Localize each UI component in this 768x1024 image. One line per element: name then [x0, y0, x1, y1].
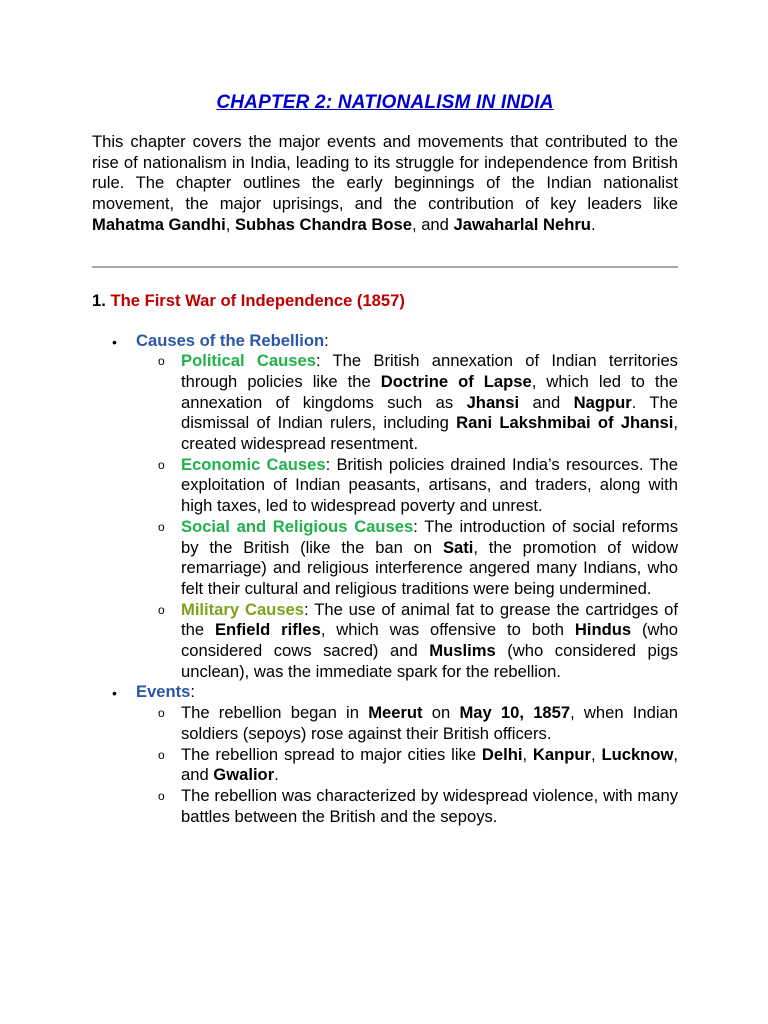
text: The rebellion was characterized by widespread violence, with many battles between the British and the sepoys. — [181, 785, 678, 826]
list-item-event-1 — [136, 703, 678, 744]
list-item-causes — [92, 331, 678, 683]
term: Sati — [442, 537, 474, 557]
bullet-icon: • — [112, 685, 117, 702]
text: (who considered cows sacred) and — [181, 620, 678, 661]
economic-label: Economic Causes — [181, 454, 326, 474]
term: Delhi — [481, 744, 523, 764]
term: Muslims — [429, 641, 496, 661]
document-page — [92, 92, 678, 827]
term: May 10, 1857 — [459, 703, 571, 723]
events-label: Events — [136, 682, 191, 702]
intro-sep: , — [225, 214, 235, 234]
causes-label: Causes of the Rebellion — [136, 330, 325, 350]
text: on — [422, 703, 460, 723]
intro-end: . — [590, 214, 596, 234]
text: , — [591, 744, 602, 764]
events-label-line — [136, 682, 678, 703]
leader-bose: Subhas Chandra Bose — [234, 214, 412, 234]
causes-label-line — [136, 331, 678, 352]
term: Rani Lakshmibai of Jhansi — [456, 413, 674, 433]
text: , — [522, 744, 533, 764]
list-item-military — [136, 600, 678, 683]
circle-bullet-icon: o — [158, 519, 165, 534]
text: . — [274, 765, 279, 785]
term: Kanpur — [532, 744, 591, 764]
intro-text: This chapter covers the major events and movements that contributed to the rise of nationalism in India, leading to its struggle for independence from British rule. The chapter outlines the early beginnings of the Indian nationalist movement, the major uprisings, and the contribution of key leaders like — [92, 132, 678, 214]
text: The rebellion began in — [181, 703, 369, 723]
political-label: Political Causes — [181, 351, 316, 371]
chapter-title: CHAPTER 2: NATIONALISM IN INDIA — [216, 92, 554, 113]
term: Hindus — [574, 620, 632, 640]
intro-paragraph — [92, 132, 678, 236]
term: Doctrine of Lapse — [380, 371, 532, 391]
text: , and — [181, 744, 678, 785]
list-item-economic — [136, 455, 678, 517]
horizontal-divider — [92, 266, 678, 268]
circle-bullet-icon: o — [158, 747, 165, 762]
list-item-event-3 — [136, 786, 678, 827]
events-sublist — [136, 703, 678, 827]
text: : The use of animal fat to grease the cartridges of the — [181, 599, 678, 640]
list-item-events — [92, 682, 678, 827]
intro-sep: , and — [411, 214, 454, 234]
term: Nagpur — [573, 392, 632, 412]
leader-gandhi: Mahatma Gandhi — [92, 214, 226, 234]
circle-bullet-icon: o — [158, 457, 165, 472]
text: . The dismissal of Indian rulers, including — [181, 392, 678, 433]
section-heading — [92, 290, 678, 311]
text: , the promotion of widow remarriage) and religious interference angered many Indians, who felt their cultural and religious traditions were being undermined. — [181, 537, 678, 598]
causes-sublist — [136, 351, 678, 682]
term: Meerut — [368, 703, 423, 723]
section-list — [92, 331, 678, 828]
bullet-icon: • — [112, 333, 117, 350]
term: Gwalior — [213, 765, 275, 785]
label-colon: : — [324, 330, 329, 350]
text: and — [519, 392, 574, 412]
text: , which was offensive to both — [320, 620, 575, 640]
circle-bullet-icon: o — [158, 354, 165, 369]
text: : The British annexation of Indian territories through policies like the — [181, 351, 678, 391]
circle-bullet-icon: o — [158, 602, 165, 617]
section-title: The First War of Independence (1857) — [110, 290, 405, 310]
military-label: Military Causes — [181, 599, 305, 619]
section-number: 1. — [92, 290, 111, 310]
list-item-event-2 — [136, 745, 678, 786]
list-item-political — [136, 351, 678, 455]
text: , created widespread resentment. — [181, 413, 678, 454]
text: : British policies drained India’s resources. The exploitation of Indian peasants, artisans, and traders, along with high taxes, led to widespread poverty and unrest. — [181, 454, 678, 516]
term: Jhansi — [466, 392, 520, 412]
list-item-social — [136, 517, 678, 600]
leader-nehru: Jawaharlal Nehru — [453, 214, 591, 234]
text: (who considered pigs unclean), was the immediate spark for the rebellion. — [181, 641, 678, 681]
text: : The introduction of social reforms by the British (like the ban on — [181, 516, 678, 557]
term: Lucknow — [601, 744, 674, 764]
text: , when Indian soldiers (sepoys) rose against their British officers. — [181, 703, 679, 743]
text: The rebellion spread to major cities like — [181, 744, 482, 764]
text: , which led to the annexation of kingdoms such as — [181, 371, 679, 412]
label-colon: : — [190, 682, 196, 702]
circle-bullet-icon: o — [158, 706, 165, 721]
term: Enfield rifles — [214, 620, 321, 640]
circle-bullet-icon: o — [158, 788, 165, 803]
social-label: Social and Religious Causes — [181, 516, 414, 536]
